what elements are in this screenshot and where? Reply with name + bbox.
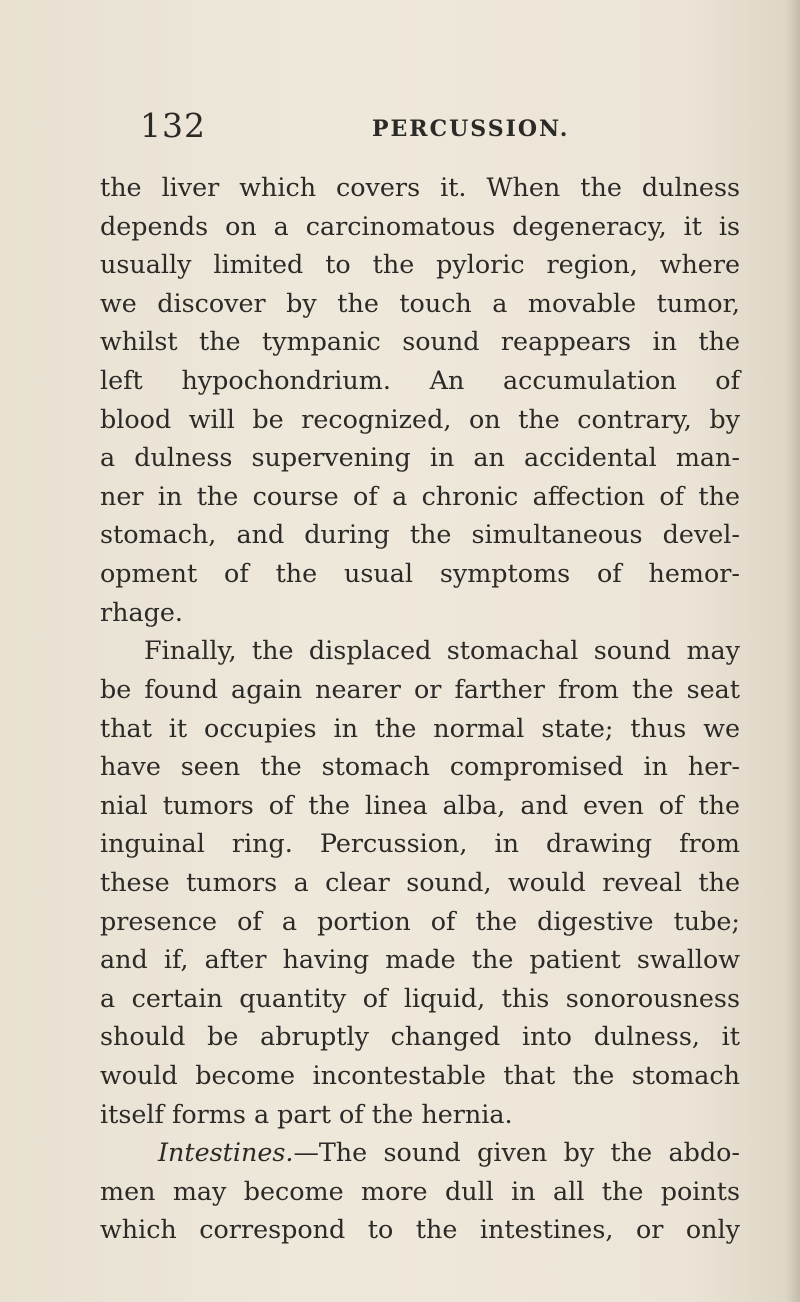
text-line: a certain quantity of liquid, this sonorousness <box>100 982 740 1013</box>
text-line: these tumors a clear sound, would reveal the <box>100 866 740 897</box>
page-header <box>140 106 740 156</box>
text-line: presence of a portion of the digestive tube; <box>100 905 740 936</box>
text-line: a dulness supervening in an accidental man- <box>100 442 740 473</box>
text-line: that it occupies in the normal state; thus we <box>100 712 740 743</box>
text-line: opment of the usual symptoms of hemor- <box>100 558 740 589</box>
text-line: and if, after having made the patient swallow <box>100 944 740 975</box>
text-line: we discover by the touch a movable tumor, <box>100 287 740 318</box>
section-heading-intestines: Intestines. <box>158 1137 294 1168</box>
paragraph-first-line: Finally, the displaced stomachal sound may <box>144 635 740 666</box>
text-line: nial tumors of the linea alba, and even of the <box>100 789 740 820</box>
text-fragment: —The sound given by the abdo- <box>293 1137 740 1168</box>
text-line: have seen the stomach compromised in her- <box>100 751 740 782</box>
running-head: PERCUSSION. <box>372 116 570 142</box>
text-line: rhage. <box>100 596 183 627</box>
text-line: would become incontestable that the stomach <box>100 1060 740 1091</box>
text-line: depends on a carcinomatous degeneracy, it is <box>100 210 740 241</box>
text-line: ner in the course of a chronic affection of the <box>100 480 740 511</box>
text-line: inguinal ring. Percussion, in drawing from <box>100 828 740 859</box>
text-line: the liver which covers it. When the dulness <box>100 172 740 202</box>
text-line: blood will be recognized, on the contrary, by <box>100 403 740 434</box>
page-number: 132 <box>140 106 206 145</box>
text-line: should be abruptly changed into dulness, it <box>100 1021 740 1052</box>
page-edge-shadow <box>786 0 800 1302</box>
text-line: whilst the tympanic sound reappears in the <box>100 326 740 357</box>
text-line: be found again nearer or farther from the seat <box>100 673 740 704</box>
body-text <box>100 168 740 1249</box>
text-line: men may become more dull in all the points <box>100 1175 740 1206</box>
text-line: itself forms a part of the hernia. <box>100 1098 513 1129</box>
paragraph-first-line <box>100 1133 740 1172</box>
text-line: which correspond to the intestines, or only <box>100 1214 740 1245</box>
text-line: stomach, and during the simultaneous devel- <box>100 519 740 550</box>
text-line: usually limited to the pyloric region, where <box>100 249 740 280</box>
text-line: left hypochondrium. An accumulation of <box>100 365 740 396</box>
